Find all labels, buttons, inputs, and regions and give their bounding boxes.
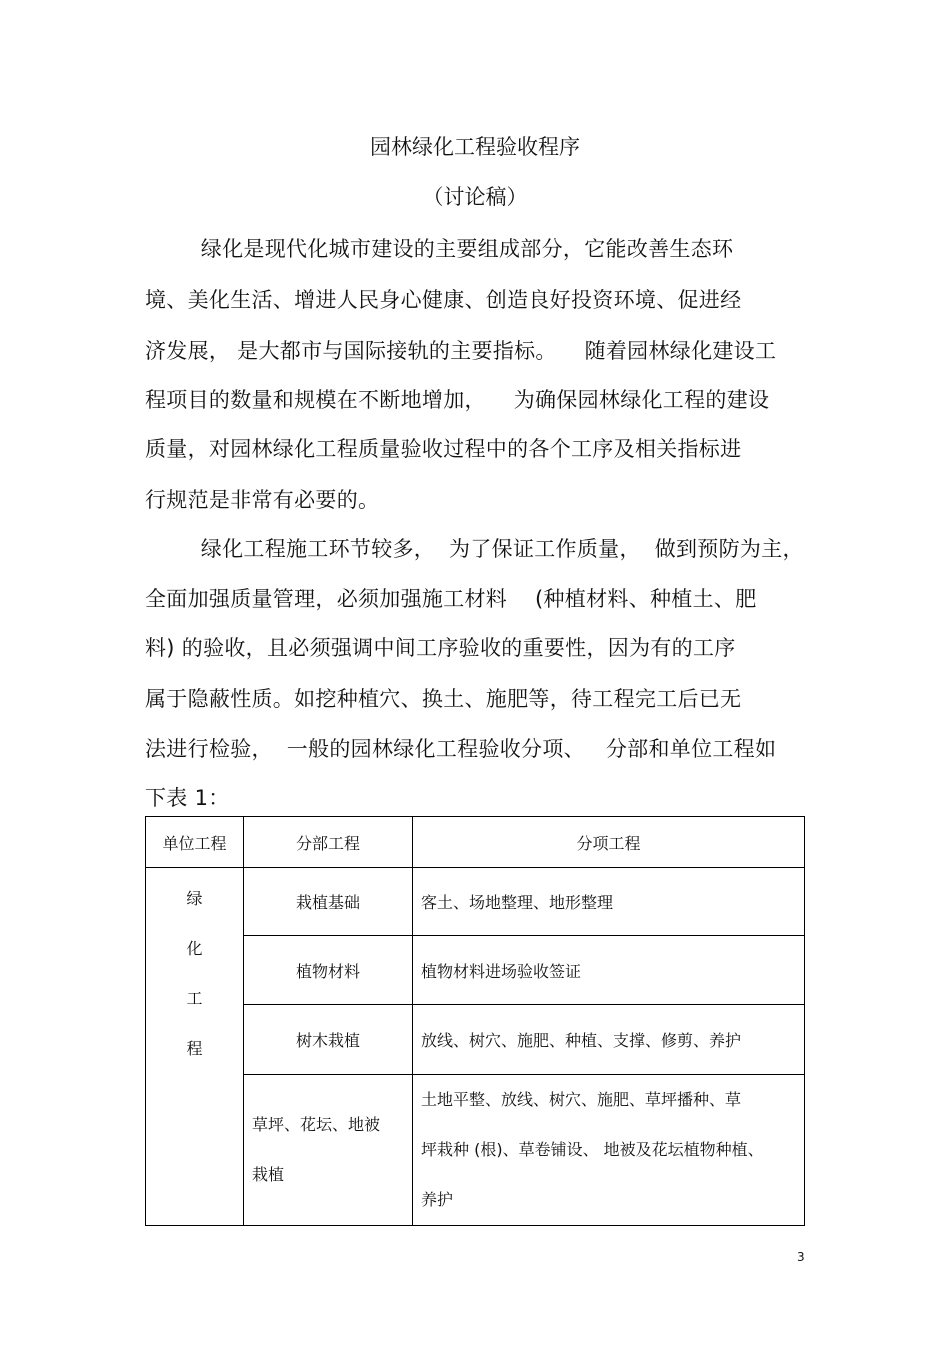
subitem-line: 土地平整、放线、树穴、施肥、草坪播种、草 — [421, 1090, 742, 1109]
paragraph-line: 绿化是现代化城市建设的主要组成部分，它能改善生态环 — [145, 237, 734, 261]
document-title: 园林绿化工程验收程序 — [370, 135, 580, 159]
subitem-cell: 客土、场地整理、地形整理 — [413, 868, 805, 936]
table-row — [146, 1075, 805, 1226]
page-number: 3 — [797, 1250, 805, 1264]
subitem-cell — [413, 1075, 805, 1226]
header-division-project: 分部工程 — [244, 817, 413, 868]
unit-char: 化 — [186, 939, 203, 958]
paragraph-line: 行规范是非常有必要的。 — [145, 488, 380, 512]
paragraph-line: 绿化工程施工环节较多， 为了保证工作质量， 做到预防为主， — [145, 537, 804, 561]
subitem-cell: 放线、树穴、施肥、种植、支撑、修剪、养护 — [413, 1005, 805, 1075]
table-row — [146, 936, 805, 1005]
unit-project-cell — [146, 868, 244, 1226]
subitem-line: 养护 — [421, 1190, 454, 1209]
paragraph-line: 全面加强质量管理，必须加强施工材料 (种植材料、种植土、肥 — [145, 587, 757, 611]
paragraph-line: 程项目的数量和规模在不断地增加， 为确保园林绿化工程的建设 — [145, 388, 770, 412]
paragraph-line: 法进行检验， 一般的园林绿化工程验收分项、 分部和单位工程如 — [145, 737, 777, 761]
division-cell: 植物材料 — [244, 936, 413, 1005]
paragraph-line: 境、美化生活、增进人民身心健康、创造良好投资环境、促进经 — [145, 288, 742, 312]
document-subtitle: （讨论稿） — [422, 185, 528, 209]
division-line: 栽植 — [252, 1165, 285, 1184]
unit-char: 程 — [186, 1039, 203, 1058]
unit-char: 工 — [186, 989, 203, 1008]
table-row — [146, 1005, 805, 1075]
division-cell — [244, 1075, 413, 1226]
header-unit-project: 单位工程 — [146, 817, 244, 868]
subitem-line: 坪栽种 (根)、草卷铺设、 地被及花坛植物种植、 — [421, 1140, 764, 1159]
header-subitem-project: 分项工程 — [413, 817, 805, 868]
table-header-row — [146, 817, 805, 868]
unit-char: 绿 — [186, 889, 203, 908]
paragraph-line: 属于隐蔽性质。如挖种植穴、换土、施肥等，待工程完工后已无 — [145, 687, 742, 711]
paragraph-line: 质量，对园林绿化工程质量验收过程中的各个工序及相关指标进 — [145, 437, 742, 461]
paragraph-line: 下表 1： — [145, 786, 230, 810]
paragraph-line: 济发展， 是大都市与国际接轨的主要指标。 随着园林绿化建设工 — [145, 339, 777, 363]
division-line: 草坪、花坛、地被 — [252, 1115, 381, 1134]
acceptance-table — [145, 816, 805, 1226]
paragraph-line: 料) 的验收，且必须强调中间工序验收的重要性，因为有的工序 — [145, 636, 736, 660]
division-cell: 树木栽植 — [244, 1005, 413, 1075]
division-cell: 栽植基础 — [244, 868, 413, 936]
table-row — [146, 868, 805, 936]
subitem-cell: 植物材料进场验收签证 — [413, 936, 805, 1005]
